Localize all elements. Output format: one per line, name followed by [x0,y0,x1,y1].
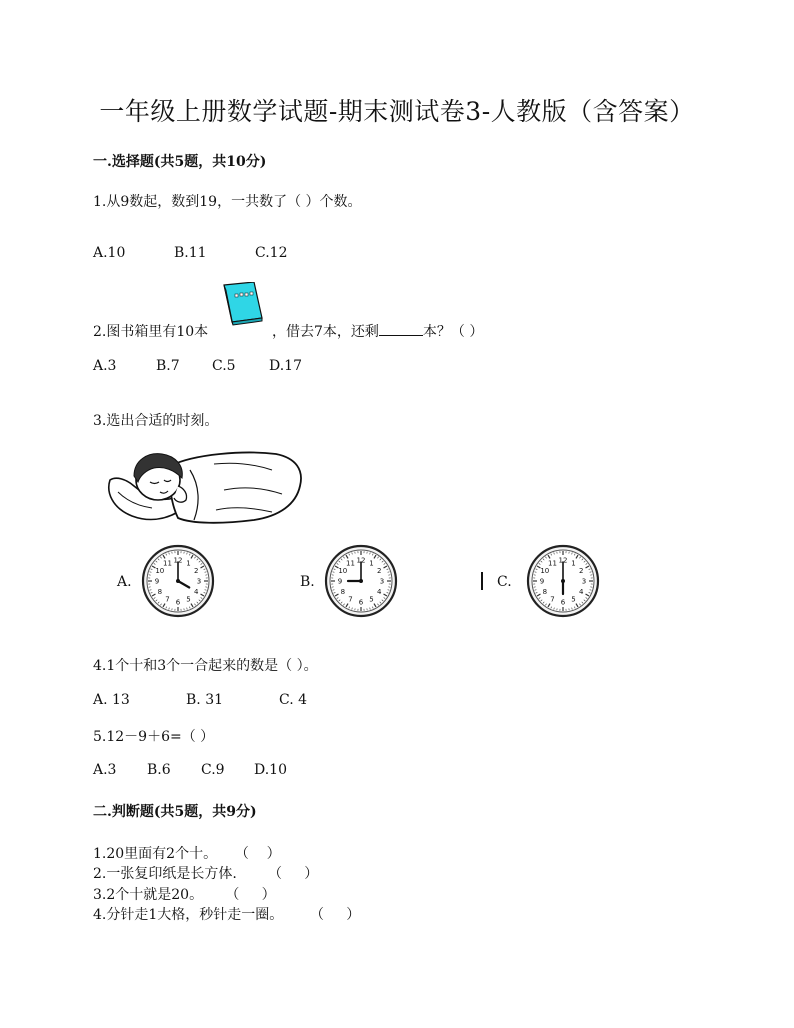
q5-option-b: B.6 [147,762,171,778]
clock-b [324,544,398,618]
q1-option-c: C.12 [255,245,288,261]
clock-numeral: 2 [376,567,382,575]
q1-option-a: A.10 [93,245,126,261]
question-2-text-middle [272,321,483,341]
book-icon [220,282,266,326]
clock-numeral: 2 [578,567,584,575]
clock-a [141,544,215,618]
clock-numeral: 5 [369,595,374,604]
clock-center-pin [176,579,180,583]
question-3-text: 3.选出合适的时刻。 [93,413,219,429]
clock-numeral: 6 [358,598,364,607]
q4-option-b: B. 31 [186,692,224,708]
clock-numeral: 4 [376,588,382,596]
q1-option-b: B.11 [174,245,207,261]
clock-numeral: 9 [154,577,160,586]
clock-numeral: 3 [196,577,202,586]
clock-numeral: 12 [173,556,183,565]
judgement-item-3: 3.2个十就是20。 （ ） [93,887,276,903]
clock-center-pin [359,579,363,583]
clock-numeral: 8 [157,588,163,596]
clock-numeral: 7 [165,595,170,604]
clock-numeral: 9 [337,577,343,586]
clock-numeral: 10 [338,567,348,575]
q2-option-d: D.17 [269,358,302,374]
clock-numeral: 4 [578,588,584,596]
section-heading-judgement: 二.判断题(共5题，共9分) [93,804,257,820]
q3-option-b-label: B. [300,574,315,590]
question-2-text-after: ，借去7本，还剩 [272,324,379,340]
judgement-item-2: 2.一张复印纸是长方体. （ ） [93,866,319,882]
text-cursor-mark [481,572,483,590]
clock-numeral: 11 [163,559,172,568]
clock-numeral: 3 [581,577,587,586]
judgement-item-4: 4.分针走1大格，秒针走一圈。 （ ） [93,907,361,923]
clock-numeral: 1 [369,559,374,568]
clock-numeral: 7 [348,595,353,604]
clock-numeral: 9 [539,577,545,586]
clock-numeral: 7 [550,595,555,604]
q3-option-a-label: A. [117,574,132,590]
clock-numeral: 10 [540,567,550,575]
clock-numeral: 6 [175,598,181,607]
q5-option-d: D.10 [254,762,287,778]
clock-c [526,544,600,618]
clock-numeral: 12 [558,556,568,565]
q3-option-c-label: C. [497,574,512,590]
clock-numeral: 5 [186,595,191,604]
question-5-text: 5.12－9＋6=（ ） [93,729,215,745]
clock-numeral: 1 [571,559,576,568]
answer-blank [379,323,423,336]
clock-numeral: 6 [560,598,566,607]
clock-numeral: 12 [356,556,366,565]
clock-numeral: 3 [379,577,385,586]
clock-numeral: 8 [542,588,548,596]
clock-numeral: 11 [548,559,557,568]
judgement-item-1: 1.20里面有2个十。 （ ） [93,846,281,862]
q5-option-a: A.3 [93,762,117,778]
clock-numeral: 2 [193,567,199,575]
clock-numeral: 10 [155,567,165,575]
question-2-text-start: 2.图书箱里有10本 [93,324,209,340]
question-1-text: 1.从9数起，数到19，一共数了（ ）个数。 [93,194,362,210]
clock-numeral: 11 [346,559,355,568]
sleeping-boy-illustration [104,446,306,530]
section-heading-choice: 一.选择题(共5题，共10分) [93,154,267,170]
q4-option-a: A. 13 [93,692,130,708]
clock-center-pin [561,579,565,583]
page-title: 一年级上册数学试题-期末测试卷3-人教版（含答案） [99,97,695,126]
clock-numeral: 8 [340,588,346,596]
question-2-text-end: 本？（ ） [422,324,484,340]
clock-numeral: 1 [186,559,191,568]
q4-option-c: C. 4 [279,692,308,708]
question-4-text: 4.1个十和3个一合起来的数是（ ）。 [93,658,318,674]
q2-option-c: C.5 [212,358,236,374]
q5-option-c: C.9 [201,762,225,778]
q2-option-b: B.7 [156,358,180,374]
clock-numeral: 5 [571,595,576,604]
clock-numeral: 4 [193,588,199,596]
q2-option-a: A.3 [93,358,117,374]
